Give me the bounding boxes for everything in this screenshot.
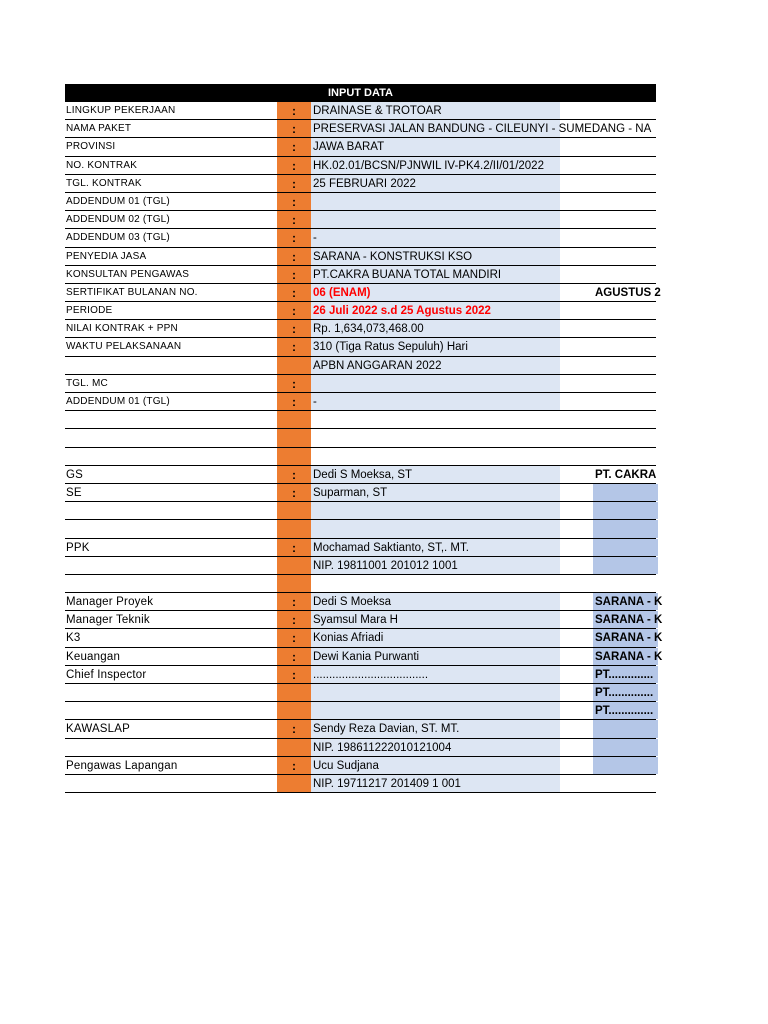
table-row	[65, 375, 656, 393]
colon-separator: :	[277, 393, 311, 410]
row-label: WAKTU PELAKSANAAN	[66, 341, 182, 353]
row-extra-value[interactable]: SARANA - K	[593, 648, 658, 665]
table-row	[65, 702, 656, 720]
row-label: ADDENDUM 01 (TGL)	[66, 195, 170, 207]
table-row	[65, 120, 656, 138]
row-value[interactable]	[311, 502, 560, 519]
row-label	[66, 575, 276, 592]
colon-separator	[277, 575, 311, 592]
colon-separator: :	[277, 138, 311, 155]
row-extra-value[interactable]	[593, 520, 658, 537]
table-row	[65, 684, 656, 702]
input-data-sheet	[65, 84, 663, 793]
row-value[interactable]: SARANA - KONSTRUKSI KSO	[311, 248, 560, 265]
colon-separator: :	[277, 102, 311, 119]
colon-separator: :	[277, 248, 311, 265]
row-label: SE	[66, 486, 82, 499]
row-value[interactable]: NIP. 19811001 201012 1001	[311, 557, 560, 574]
row-label: PERIODE	[66, 305, 113, 317]
row-value[interactable]	[311, 211, 560, 228]
colon-separator	[277, 557, 311, 574]
colon-separator	[277, 502, 311, 519]
row-label	[66, 411, 276, 428]
table-row	[65, 539, 656, 557]
row-value[interactable]	[311, 702, 560, 719]
row-label	[66, 702, 276, 719]
colon-separator: :	[277, 157, 311, 174]
row-value[interactable]: Sendy Reza Davian, ST. MT.	[311, 720, 560, 737]
colon-separator: :	[277, 302, 311, 319]
row-value[interactable]: Dedi S Moeksa	[311, 593, 560, 610]
colon-separator	[277, 702, 311, 719]
colon-separator: :	[277, 466, 311, 483]
row-label: Chief Inspector	[66, 668, 147, 681]
row-value[interactable]: JAWA BARAT	[311, 138, 560, 155]
row-label: PENYEDIA JASA	[66, 250, 147, 262]
table-row	[65, 775, 656, 793]
colon-separator: :	[277, 629, 311, 646]
table-row	[65, 193, 656, 211]
row-value[interactable]: NIP. 19711217 201409 1 001	[311, 775, 560, 792]
row-value[interactable]: -	[311, 393, 560, 410]
row-label	[66, 684, 276, 701]
colon-separator: :	[277, 539, 311, 556]
row-value[interactable]: Mochamad Saktianto, ST,. MT.	[311, 539, 560, 556]
colon-separator: :	[277, 720, 311, 737]
row-value[interactable]	[311, 684, 560, 701]
table-row	[65, 338, 656, 356]
row-value[interactable]: 06 (ENAM)	[311, 284, 560, 301]
table-row	[65, 302, 656, 320]
row-extra-value[interactable]: AGUSTUS 2	[595, 286, 661, 299]
row-extra-value[interactable]	[593, 557, 658, 574]
table-row	[65, 739, 656, 757]
row-value[interactable]: Dewi Kania Purwanti	[311, 648, 560, 665]
colon-separator: :	[277, 593, 311, 610]
table-row	[65, 557, 656, 575]
row-label: ADDENDUM 03 (TGL)	[66, 232, 170, 244]
row-value[interactable]	[311, 575, 560, 592]
row-value[interactable]: PT.CAKRA BUANA TOTAL MANDIRI	[311, 266, 560, 283]
row-label: ADDENDUM 01 (TGL)	[66, 396, 170, 407]
row-label: TGL. KONTRAK	[66, 177, 142, 189]
row-value[interactable]: 26 Juli 2022 s.d 25 Agustus 2022	[311, 302, 560, 319]
colon-separator: :	[277, 666, 311, 683]
table-row	[65, 102, 656, 120]
table-row	[65, 629, 663, 647]
colon-separator: :	[277, 175, 311, 192]
table-row	[65, 393, 656, 411]
colon-separator: :	[277, 120, 311, 137]
table-row	[65, 757, 656, 775]
row-extra-value[interactable]: PT..............	[593, 684, 658, 701]
row-value[interactable]: Ucu Sudjana	[311, 757, 560, 774]
row-label: Pengawas Lapangan	[66, 759, 178, 772]
row-label: NAMA PAKET	[66, 123, 132, 135]
row-label: GS	[66, 468, 84, 481]
row-extra-value[interactable]	[593, 757, 658, 774]
rows-container	[65, 102, 663, 793]
row-extra-value[interactable]: PT. CAKRA	[595, 468, 657, 481]
row-label	[66, 520, 276, 537]
colon-separator: :	[277, 484, 311, 501]
table-row	[65, 448, 656, 466]
table-row	[65, 429, 656, 447]
colon-separator: :	[277, 611, 311, 628]
row-label: NO. KONTRAK	[66, 159, 138, 171]
row-label: KONSULTAN PENGAWAS	[66, 268, 190, 280]
row-value[interactable]	[311, 193, 560, 210]
table-row	[65, 211, 656, 229]
colon-separator: :	[277, 211, 311, 228]
table-row	[65, 484, 656, 502]
row-value[interactable]: DRAINASE & TROTOAR	[311, 102, 560, 119]
row-value[interactable]	[311, 411, 560, 428]
row-value[interactable]: ....................................	[311, 666, 560, 683]
table-row	[65, 611, 663, 629]
colon-separator: :	[277, 648, 311, 665]
row-label: NILAI KONTRAK + PPN	[66, 323, 178, 335]
row-value[interactable]: Dedi S Moeksa, ST	[311, 466, 560, 483]
colon-separator: :	[277, 375, 311, 392]
colon-separator	[277, 429, 311, 446]
table-row	[65, 720, 656, 738]
row-label: Manager Teknik	[66, 614, 150, 627]
colon-separator: :	[277, 757, 311, 774]
row-value[interactable]: HK.02.01/BCSN/PJNWIL IV-PK4.2/II/01/2022	[311, 157, 560, 174]
colon-separator	[277, 775, 311, 792]
row-value[interactable]	[311, 375, 560, 392]
row-label: LINGKUP PEKERJAAN	[66, 105, 176, 116]
row-label: Keuangan	[66, 650, 121, 663]
row-extra-value[interactable]: SARANA - K	[593, 593, 658, 610]
row-label: K3	[66, 632, 81, 645]
colon-separator	[277, 520, 311, 537]
row-label: PPK	[66, 541, 90, 554]
colon-separator: :	[277, 338, 311, 355]
colon-separator: :	[277, 320, 311, 337]
table-row	[65, 648, 663, 666]
row-extra-value[interactable]	[593, 720, 658, 737]
row-label: Manager Proyek	[66, 596, 154, 609]
colon-separator	[277, 357, 311, 374]
table-row	[65, 284, 661, 302]
row-label	[66, 448, 276, 465]
row-label	[66, 739, 276, 756]
row-extra-value[interactable]: SARANA - K	[593, 611, 658, 628]
row-extra-value[interactable]: PT..............	[593, 666, 658, 683]
row-extra-value[interactable]	[593, 539, 658, 556]
row-value[interactable]: NIP. 198611222010121004	[311, 739, 560, 756]
table-row	[65, 466, 656, 484]
row-value[interactable]	[311, 448, 560, 465]
table-row	[65, 593, 663, 611]
row-label: SERTIFIKAT BULANAN NO.	[66, 286, 198, 298]
row-value[interactable]: 25 FEBRUARI 2022	[311, 175, 560, 192]
table-row	[65, 411, 656, 429]
table-row	[65, 502, 656, 520]
colon-separator	[277, 411, 311, 428]
table-row	[65, 266, 656, 284]
row-extra-value[interactable]: SARANA - K	[593, 629, 658, 646]
row-value[interactable]	[311, 520, 560, 537]
row-value[interactable]: 310 (Tiga Ratus Sepuluh) Hari	[311, 338, 560, 355]
row-value[interactable]: Suparman, ST	[311, 484, 560, 501]
row-extra-value[interactable]	[593, 502, 658, 519]
row-label: KAWASLAP	[66, 723, 131, 736]
table-row	[65, 520, 656, 538]
row-value[interactable]: Rp. 1,634,073,468.00	[311, 320, 560, 337]
table-row	[65, 229, 656, 247]
row-extra-value[interactable]	[593, 739, 658, 756]
row-value[interactable]: APBN ANGGARAN 2022	[311, 357, 560, 374]
table-row	[65, 575, 656, 593]
row-label	[66, 775, 276, 792]
table-row	[65, 357, 656, 375]
table-row	[65, 666, 656, 684]
row-label: TGL. MC	[66, 377, 108, 389]
table-row	[65, 157, 656, 175]
row-label: PROVINSI	[66, 141, 116, 153]
colon-separator	[277, 684, 311, 701]
colon-separator: :	[277, 266, 311, 283]
row-extra-value[interactable]	[593, 484, 658, 501]
row-label	[66, 502, 276, 519]
row-value[interactable]: -	[311, 229, 560, 246]
row-value[interactable]: Syamsul Mara H	[311, 611, 560, 628]
row-extra-value[interactable]: PT..............	[593, 702, 658, 719]
table-row	[65, 320, 656, 338]
sheet-title: INPUT DATA	[65, 84, 656, 102]
table-row	[65, 138, 656, 156]
row-label: ADDENDUM 02 (TGL)	[66, 214, 170, 226]
colon-separator: :	[277, 229, 311, 246]
row-label	[66, 557, 276, 574]
row-value[interactable]	[311, 429, 560, 446]
colon-separator	[277, 448, 311, 465]
colon-separator: :	[277, 193, 311, 210]
table-row	[65, 175, 656, 193]
table-row	[65, 248, 656, 266]
row-value[interactable]: Konias Afriadi	[311, 629, 560, 646]
colon-separator: :	[277, 284, 311, 301]
row-label	[66, 357, 276, 374]
row-label	[66, 429, 276, 446]
row-value[interactable]: PRESERVASI JALAN BANDUNG - CILEUNYI - SUMEDANG - NA	[311, 120, 560, 137]
colon-separator	[277, 739, 311, 756]
